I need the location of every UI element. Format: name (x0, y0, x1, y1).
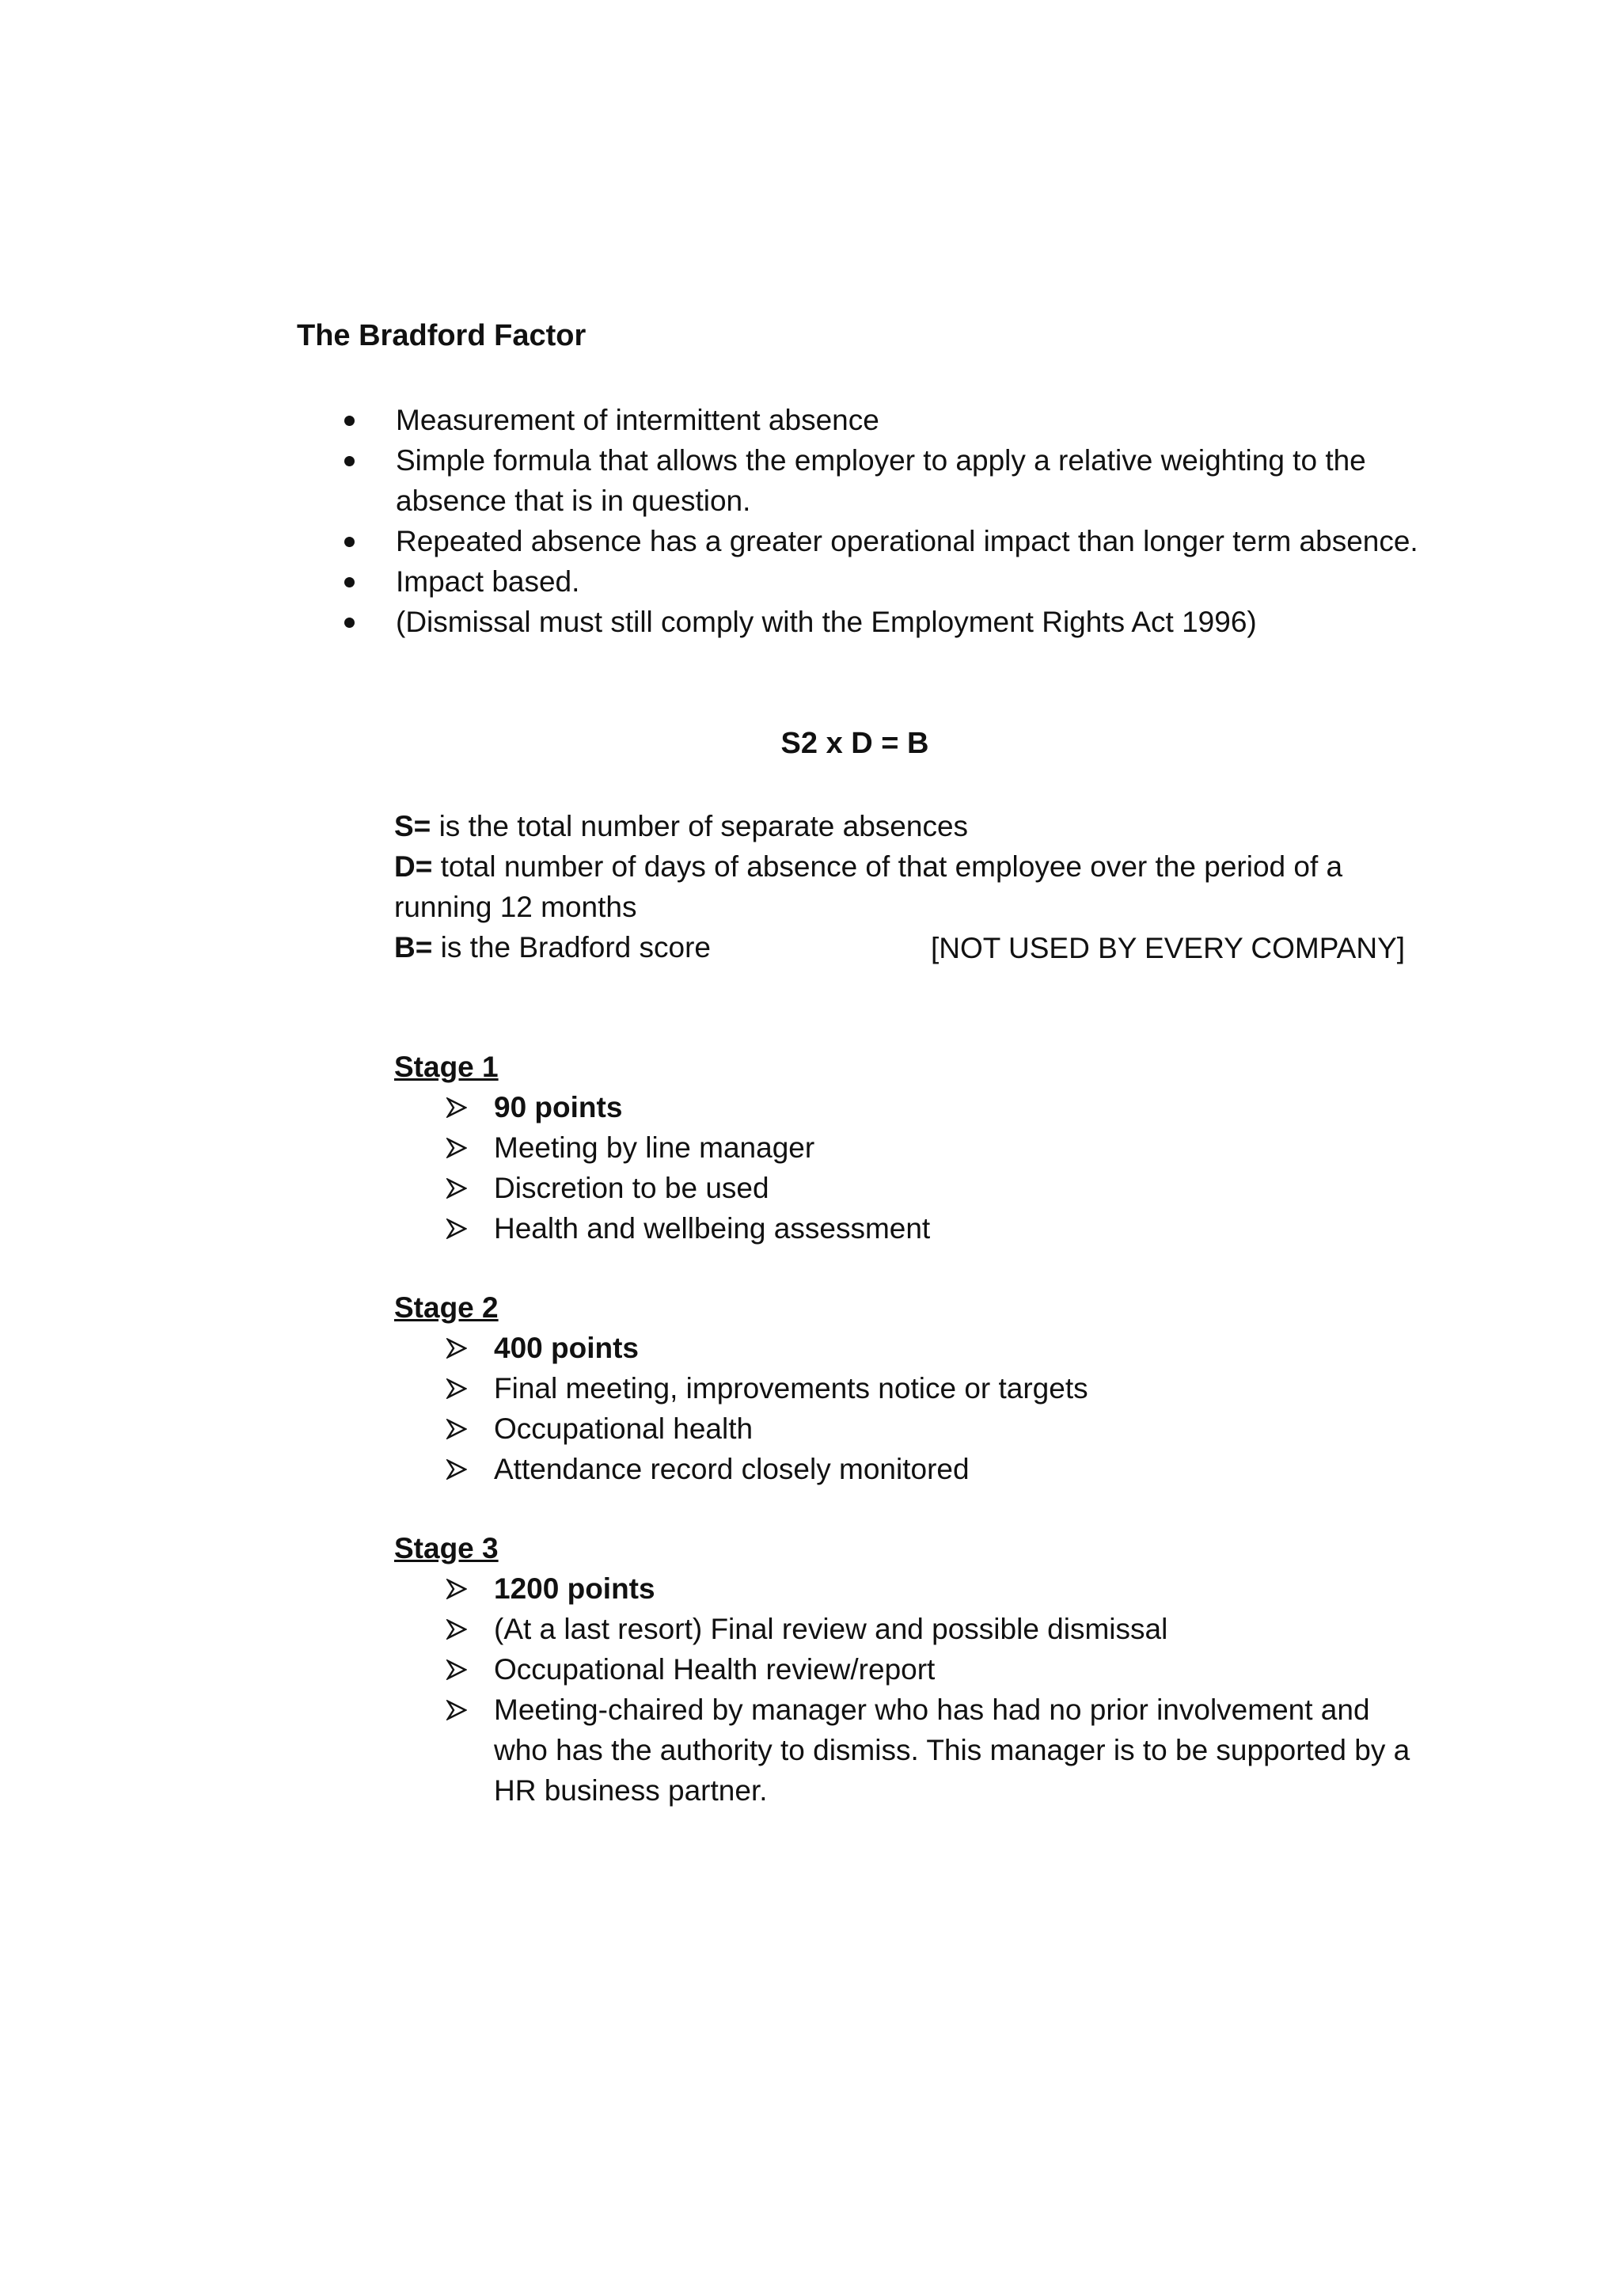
definition-key: B= (394, 931, 433, 964)
stage-item (394, 1649, 1423, 1690)
stage-item-text: Meeting by line manager (494, 1131, 815, 1164)
arrow-bullet-icon (445, 1568, 469, 1609)
definition-d (394, 846, 1391, 927)
arrow-bullet-icon (445, 1408, 469, 1449)
arrow-bullet-icon (445, 1368, 469, 1408)
bullet-text: (Dismissal must still comply with the Employment Rights Act 1996) (396, 606, 1257, 638)
stage-points: 400 points (494, 1332, 639, 1364)
arrow-bullet-icon (445, 1168, 469, 1208)
stage-item-list (394, 1087, 1423, 1249)
bullet-dot-icon (344, 416, 355, 426)
arrow-bullet-icon (445, 1449, 469, 1489)
bradford-formula: S2 x D = B (780, 727, 929, 760)
stage-points-item (394, 1328, 1423, 1368)
definition-key: S= (394, 810, 431, 842)
bullet-text: Repeated absence has a greater operational impact than longer term absence. (396, 525, 1418, 557)
definition-note: [NOT USED BY EVERY COMPANY] (931, 932, 1406, 964)
stage-item-text: (At a last resort) Final review and possible dismissal (494, 1613, 1168, 1645)
bullet-item (344, 561, 1437, 602)
bullet-dot-icon (344, 456, 355, 466)
stage-1-section (394, 1047, 1423, 1249)
stage-points: 1200 points (494, 1572, 655, 1605)
definition-text: is the Bradford score (432, 931, 711, 964)
arrow-bullet-icon (445, 1328, 469, 1368)
stage-3-section (394, 1528, 1423, 1811)
bullet-item (344, 602, 1437, 642)
definition-s (394, 806, 1391, 846)
bullet-dot-icon (344, 537, 355, 547)
stage-item (394, 1609, 1423, 1649)
definition-key: D= (394, 850, 433, 883)
stage-item (394, 1208, 1423, 1249)
arrow-bullet-icon (445, 1690, 469, 1730)
bullet-text: Measurement of intermittent absence (396, 404, 879, 436)
bullet-dot-icon (344, 577, 355, 587)
stage-item (394, 1368, 1423, 1408)
stage-points: 90 points (494, 1091, 623, 1123)
bullet-text: Impact based. (396, 565, 580, 598)
stage-item-text: Discretion to be used (494, 1172, 769, 1204)
stage-item (394, 1690, 1423, 1811)
stage-title: Stage 2 (394, 1291, 499, 1324)
stage-item-text: Occupational Health review/report (494, 1653, 936, 1686)
arrow-bullet-icon (445, 1208, 469, 1249)
stage-item-text: Occupational health (494, 1412, 754, 1445)
definition-text: is the total number of separate absences (431, 810, 969, 842)
stage-title: Stage 3 (394, 1532, 499, 1564)
arrow-bullet-icon (445, 1087, 469, 1127)
stage-2-section (394, 1287, 1423, 1489)
stage-item-list (394, 1328, 1423, 1489)
stage-item-text: Health and wellbeing assessment (494, 1212, 931, 1245)
definition-text: total number of days of absence of that employee over the period of a running 12 months (394, 850, 1343, 923)
stage-item-text: Final meeting, improvements notice or targets (494, 1372, 1088, 1405)
bullet-item (344, 400, 1437, 440)
stage-points-item (394, 1087, 1423, 1127)
bullet-list (344, 400, 1437, 642)
document-title: The Bradford Factor (297, 319, 587, 352)
arrow-bullet-icon (445, 1127, 469, 1168)
bullet-item (344, 440, 1437, 521)
stage-item (394, 1408, 1423, 1449)
stage-item (394, 1127, 1423, 1168)
bullet-dot-icon (344, 618, 355, 628)
stage-item-list (394, 1568, 1423, 1811)
stage-item-text: Attendance record closely monitored (494, 1453, 970, 1485)
bullet-text: Simple formula that allows the employer to apply a relative weighting to the absence that is in question. (396, 444, 1366, 517)
arrow-bullet-icon (445, 1649, 469, 1690)
stage-title: Stage 1 (394, 1051, 499, 1083)
stage-item-text: Meeting-chaired by manager who has had no prior involvement and who has the authority to dismiss. This manager is to be supported by a HR business partner. (494, 1693, 1410, 1807)
stage-points-item (394, 1568, 1423, 1609)
arrow-bullet-icon (445, 1609, 469, 1649)
stage-item (394, 1449, 1423, 1489)
stage-item (394, 1168, 1423, 1208)
bullet-item (344, 521, 1437, 561)
